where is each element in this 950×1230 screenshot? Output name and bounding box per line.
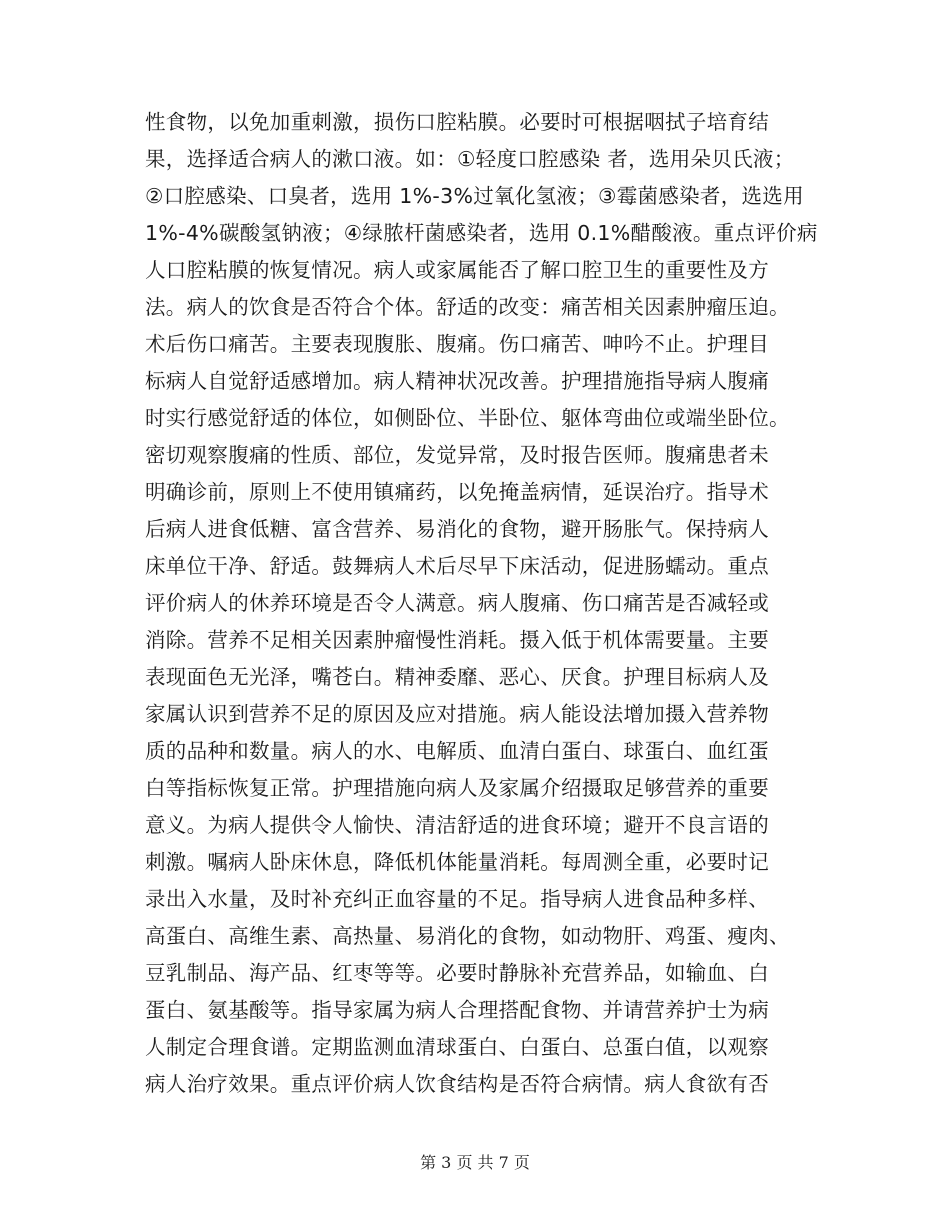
text-line: 家属认识到营养不足的原因及应对措施。病人能设法增加摄入营养物 xyxy=(145,702,769,726)
text-line: 豆乳制品、海产品、红枣等等。必要时静脉补充营养品，如输血、白 xyxy=(145,961,769,985)
text-line: 病人治疗效果。重点评价病人饮食结构是否符合病情。病人食欲有否 xyxy=(145,1072,769,1096)
text-line: 质的品种和数量。病人的水、电解质、血清白蛋白、球蛋白、血红蛋 xyxy=(145,739,769,763)
text-line: 刺激。嘱病人卧床休息，降低机体能量消耗。每周测全重，必要时记 xyxy=(145,850,769,874)
text-line: 标病人自觉舒适感增加。病人精神状况改善。护理措施指导病人腹痛 xyxy=(145,369,769,393)
body-text xyxy=(145,104,818,1103)
text-line: 表现面色无光泽，嘴苍白。精神委靡、恶心、厌食。护理目标病人及 xyxy=(145,665,769,689)
text-line: 后病人进食低糖、富含营养、易消化的食物，避开肠胀气。保持病人 xyxy=(145,517,769,541)
text-line: 消除。营养不足相关因素肿瘤慢性消耗。摄入低于机体需要量。主要 xyxy=(145,628,769,652)
text-line: 明确诊前，原则上不使用镇痛药，以免掩盖病情，延误治疗。指导术 xyxy=(145,480,769,504)
text-line: 果，选择适合病人的漱口液。如：①轻度口腔感染 者，选用朵贝氏液； xyxy=(145,147,795,171)
text-line: 术后伤口痛苦。主要表现腹胀、腹痛。伤口痛苦、呻吟不止。护理目 xyxy=(145,332,769,356)
text-line: 床单位干净、舒适。鼓舞病人术后尽早下床活动，促进肠蠕动。重点 xyxy=(145,554,769,578)
text-line: 高蛋白、高维生素、高热量、易消化的食物，如动物肝、鸡蛋、瘦肉、 xyxy=(145,924,790,948)
text-line: ②口腔感染、口臭者，选用 1%-3%过氧化氢液；③霉菌感染者，选选用 xyxy=(145,184,804,208)
text-line: 意义。为病人提供令人愉快、清洁舒适的进食环境；避开不良言语的 xyxy=(145,813,769,837)
page-number-footer: 第 3 页 共 7 页 xyxy=(420,1153,530,1172)
text-line: 评价病人的休养环境是否令人满意。病人腹痛、伤口痛苦是否减轻或 xyxy=(145,591,769,615)
text-line: 录出入水量，及时补充纠正血容量的不足。指导病人进食品种多样、 xyxy=(145,887,769,911)
text-line: 密切观察腹痛的性质、部位，发觉异常，及时报告医师。腹痛患者未 xyxy=(145,443,769,467)
text-line: 时实行感觉舒适的体位，如侧卧位、半卧位、躯体弯曲位或端坐卧位。 xyxy=(145,406,790,430)
text-line: 蛋白、氨基酸等。指导家属为病人合理搭配食物、并请营养护士为病 xyxy=(145,998,769,1022)
text-line: 人口腔粘膜的恢复情况。病人或家属能否了解口腔卫生的重要性及方 xyxy=(145,258,769,282)
text-line: 法。病人的饮食是否符合个体。舒适的改变：痛苦相关因素肿瘤压迫。 xyxy=(145,295,790,319)
text-line: 1%-4%碳酸氢钠液；④绿脓杆菌感染者，选用 0.1%醋酸液。重点评价病 xyxy=(145,221,818,245)
text-line: 性食物，以免加重刺激，损伤口腔粘膜。必要时可根据咽拭子培育结 xyxy=(145,110,769,134)
text-line: 人制定合理食谱。定期监测血清球蛋白、白蛋白、总蛋白值，以观察 xyxy=(145,1035,769,1059)
text-line: 白等指标恢复正常。护理措施向病人及家属介绍摄取足够营养的重要 xyxy=(145,776,769,800)
